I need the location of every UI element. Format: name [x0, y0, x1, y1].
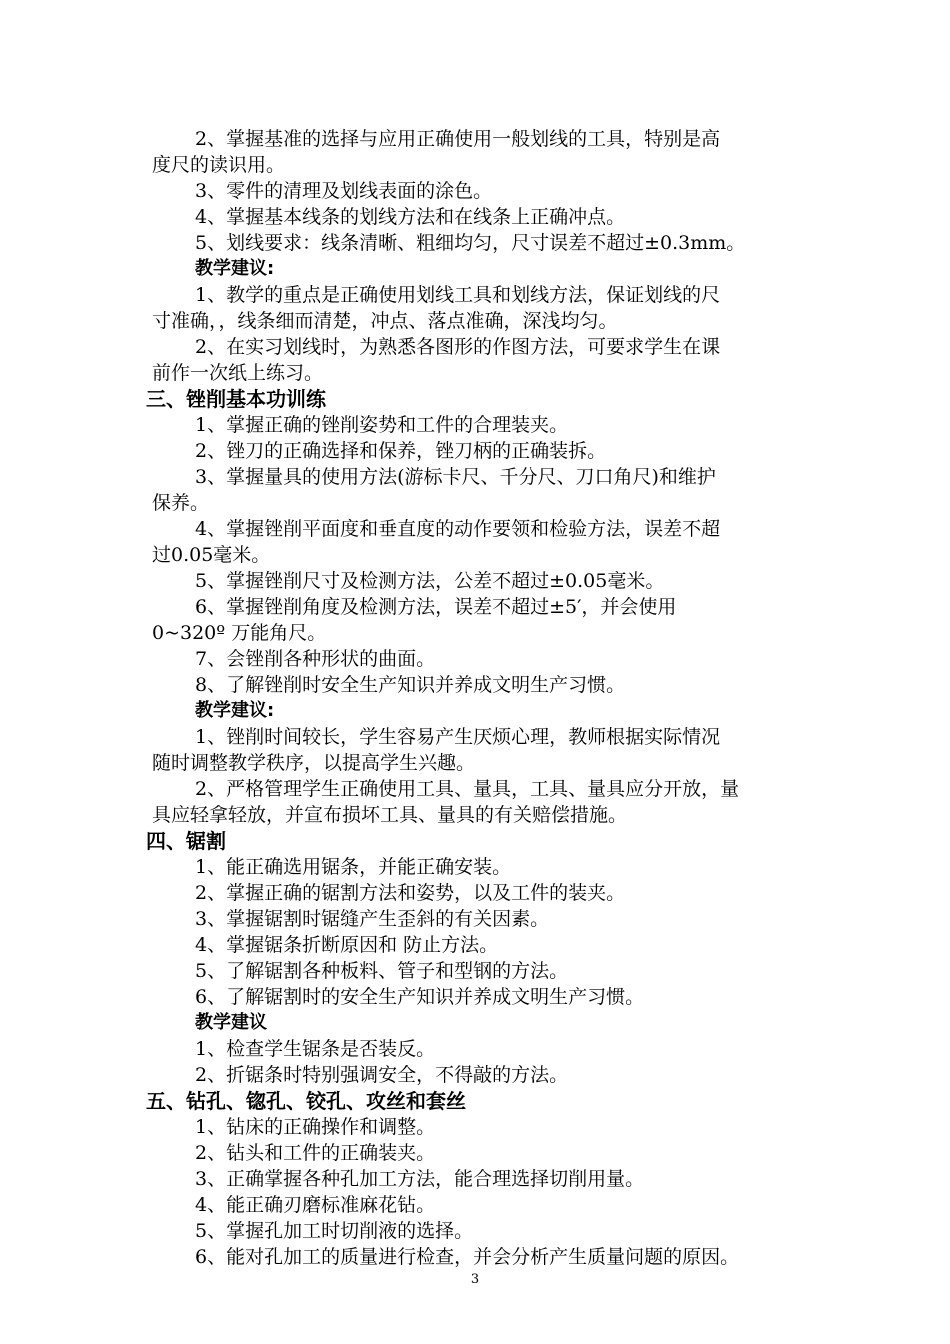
paragraph-line: 5、掌握锉削尺寸及检测方法，公差不超过±0.05毫米。 — [195, 570, 665, 592]
paragraph-line: 2、掌握基准的选择与应用正确使用一般划线的工具，特别是高 — [195, 128, 721, 150]
paragraph-line: 2、在实习划线时，为熟悉各图形的作图方法，可要求学生在课 — [195, 336, 721, 358]
paragraph-line: 4、掌握基本线条的划线方法和在线条上正确冲点。 — [195, 206, 626, 228]
paragraph-line: 4、掌握锉削平面度和垂直度的动作要领和检验方法，误差不超 — [195, 518, 721, 540]
paragraph-line: 4、能正确刃磨标准麻花钻。 — [195, 1194, 436, 1216]
paragraph-line: 1、锉削时间较长，学生容易产生厌烦心理，教师根据实际情况 — [195, 726, 721, 748]
paragraph-line: 寸准确，，线条细而清楚，冲点、落点准确，深浅均匀。 — [152, 310, 618, 332]
paragraph-line: 前作一次纸上练习。 — [152, 362, 324, 384]
paragraph-line: 5、掌握孔加工时切削液的选择。 — [195, 1220, 474, 1242]
paragraph-line: 1、钻床的正确操作和调整。 — [195, 1116, 436, 1138]
section-heading: 三、锉削基本功训练 — [146, 387, 326, 411]
section-heading: 五、钻孔、锪孔、铰孔、攻丝和套丝 — [146, 1089, 466, 1113]
paragraph-line: 8、了解锉削时安全生产知识并养成文明生产习惯。 — [195, 674, 626, 696]
paragraph-line: 度尺的读识用。 — [152, 154, 286, 176]
paragraph-line: 随时调整教学秩序，以提高学生兴趣。 — [152, 752, 476, 774]
paragraph-line: 3、掌握锯割时锯缝产生歪斜的有关因素。 — [195, 908, 550, 930]
paragraph-line: 1、掌握正确的锉削姿势和工件的合理装夹。 — [195, 414, 569, 436]
paragraph-line: 2、严格管理学生正确使用工具、量具，工具、量具应分开放，量 — [195, 778, 740, 800]
paragraph-line: 7、会锉削各种形状的曲面。 — [195, 648, 436, 670]
paragraph-line: 保养。 — [152, 492, 210, 514]
paragraph-line: 1、能正确选用锯条，并能正确安装。 — [195, 856, 512, 878]
section-heading: 四、锯割 — [146, 829, 226, 853]
paragraph-line: 3、零件的清理及划线表面的涂色。 — [195, 180, 493, 202]
paragraph-line: 1、检查学生锯条是否装反。 — [195, 1038, 436, 1060]
paragraph-line: 2、折锯条时特别强调安全，不得敲的方法。 — [195, 1064, 569, 1086]
paragraph-line: 具应轻拿轻放，并宣布损坏工具、量具的有关赔偿措施。 — [152, 804, 628, 826]
subheading: 教学建议 — [195, 1012, 267, 1033]
paragraph-line: 3、掌握量具的使用方法(游标卡尺、千分尺、刀口角尺)和维护 — [195, 466, 716, 488]
paragraph-line: 5、划线要求：线条清晰、粗细均匀，尺寸误差不超过±0.3mm。 — [195, 232, 746, 254]
paragraph-line: 过0.05毫米。 — [152, 544, 271, 566]
paragraph-line: 6、掌握锉削角度及检测方法，误差不超过±5′，并会使用 — [195, 596, 677, 618]
subheading: 教学建议: — [195, 258, 275, 279]
paragraph-line: 2、锉刀的正确选择和保养，锉刀柄的正确装拆。 — [195, 440, 607, 462]
page-number: 3 — [470, 1272, 480, 1287]
paragraph-line: 1、教学的重点是正确使用划线工具和划线方法，保证划线的尺 — [195, 284, 721, 306]
paragraph-line: 6、了解锯割时的安全生产知识并养成文明生产习惯。 — [195, 986, 645, 1008]
paragraph-line: 3、正确掌握各种孔加工方法，能合理选择切削用量。 — [195, 1168, 645, 1190]
subheading: 教学建议: — [195, 700, 275, 721]
paragraph-line: 4、掌握锯条折断原因和 防止方法。 — [195, 934, 499, 956]
paragraph-line: 6、能对孔加工的质量进行检查，并会分析产生质量问题的原因。 — [195, 1246, 740, 1268]
paragraph-line: 0~320º 万能角尺。 — [152, 622, 327, 644]
paragraph-line: 2、掌握正确的锯割方法和姿势，以及工件的装夹。 — [195, 882, 626, 904]
paragraph-line: 5、了解锯割各种板料、管子和型钢的方法。 — [195, 960, 569, 982]
paragraph-line: 2、钻头和工件的正确装夹。 — [195, 1142, 436, 1164]
